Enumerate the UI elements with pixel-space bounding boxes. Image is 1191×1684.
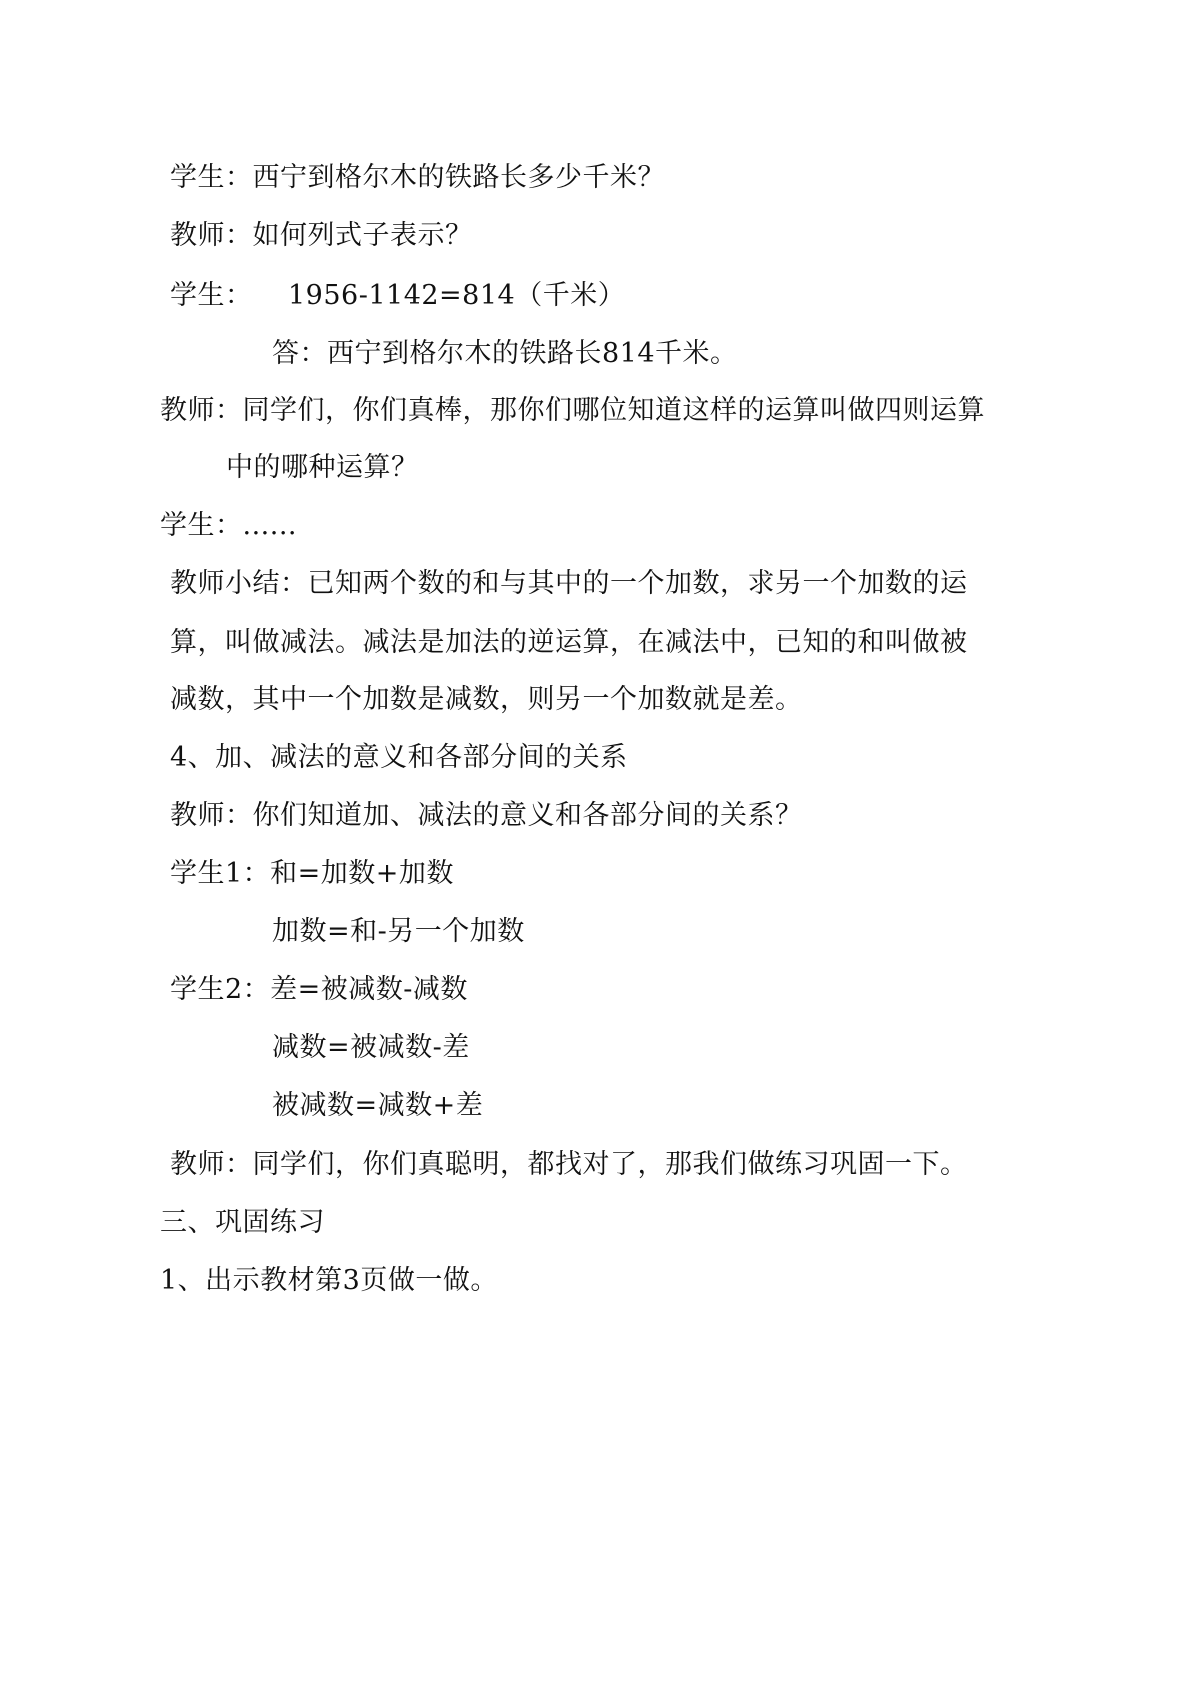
text-line-13: 学生1：和=加数+加数 bbox=[170, 858, 454, 889]
text-line-1: 学生：西宁到格尔木的铁路长多少千米？ bbox=[170, 162, 665, 193]
text-line-3-equation: 1956-1142=814（千米） bbox=[288, 280, 626, 311]
text-line-17: 被减数=减数+差 bbox=[272, 1090, 484, 1121]
text-line-8: 教师小结：已知两个数的和与其中的一个加数，求另一个加数的运 bbox=[170, 568, 968, 599]
text-line-11: 4、加、减法的意义和各部分间的关系 bbox=[170, 742, 628, 773]
text-line-2: 教师：如何列式子表示？ bbox=[170, 220, 473, 251]
text-line-5: 教师：同学们，你们真棒，那你们哪位知道这样的运算叫做四则运算 bbox=[160, 395, 985, 426]
text-line-20: 1、出示教材第3页做一做。 bbox=[160, 1265, 498, 1296]
text-line-3-label: 学生： bbox=[170, 280, 253, 311]
text-line-16: 减数=被减数-差 bbox=[272, 1032, 470, 1063]
text-line-15: 学生2：差=被减数-减数 bbox=[170, 974, 468, 1005]
text-line-14: 加数=和-另一个加数 bbox=[272, 916, 525, 947]
text-line-7: 学生：...... bbox=[160, 510, 297, 541]
text-line-12: 教师：你们知道加、减法的意义和各部分间的关系？ bbox=[170, 800, 803, 831]
text-line-19: 三、巩固练习 bbox=[160, 1207, 325, 1238]
text-line-4: 答：西宁到格尔木的铁路长814千米。 bbox=[272, 338, 738, 369]
text-line-18: 教师：同学们，你们真聪明，都找对了，那我们做练习巩固一下。 bbox=[170, 1149, 968, 1180]
text-line-6: 中的哪种运算？ bbox=[226, 452, 419, 483]
text-line-9: 算，叫做减法。减法是加法的逆运算，在减法中，已知的和叫做被 bbox=[170, 627, 968, 658]
text-line-10: 减数，其中一个加数是减数，则另一个加数就是差。 bbox=[170, 684, 803, 715]
